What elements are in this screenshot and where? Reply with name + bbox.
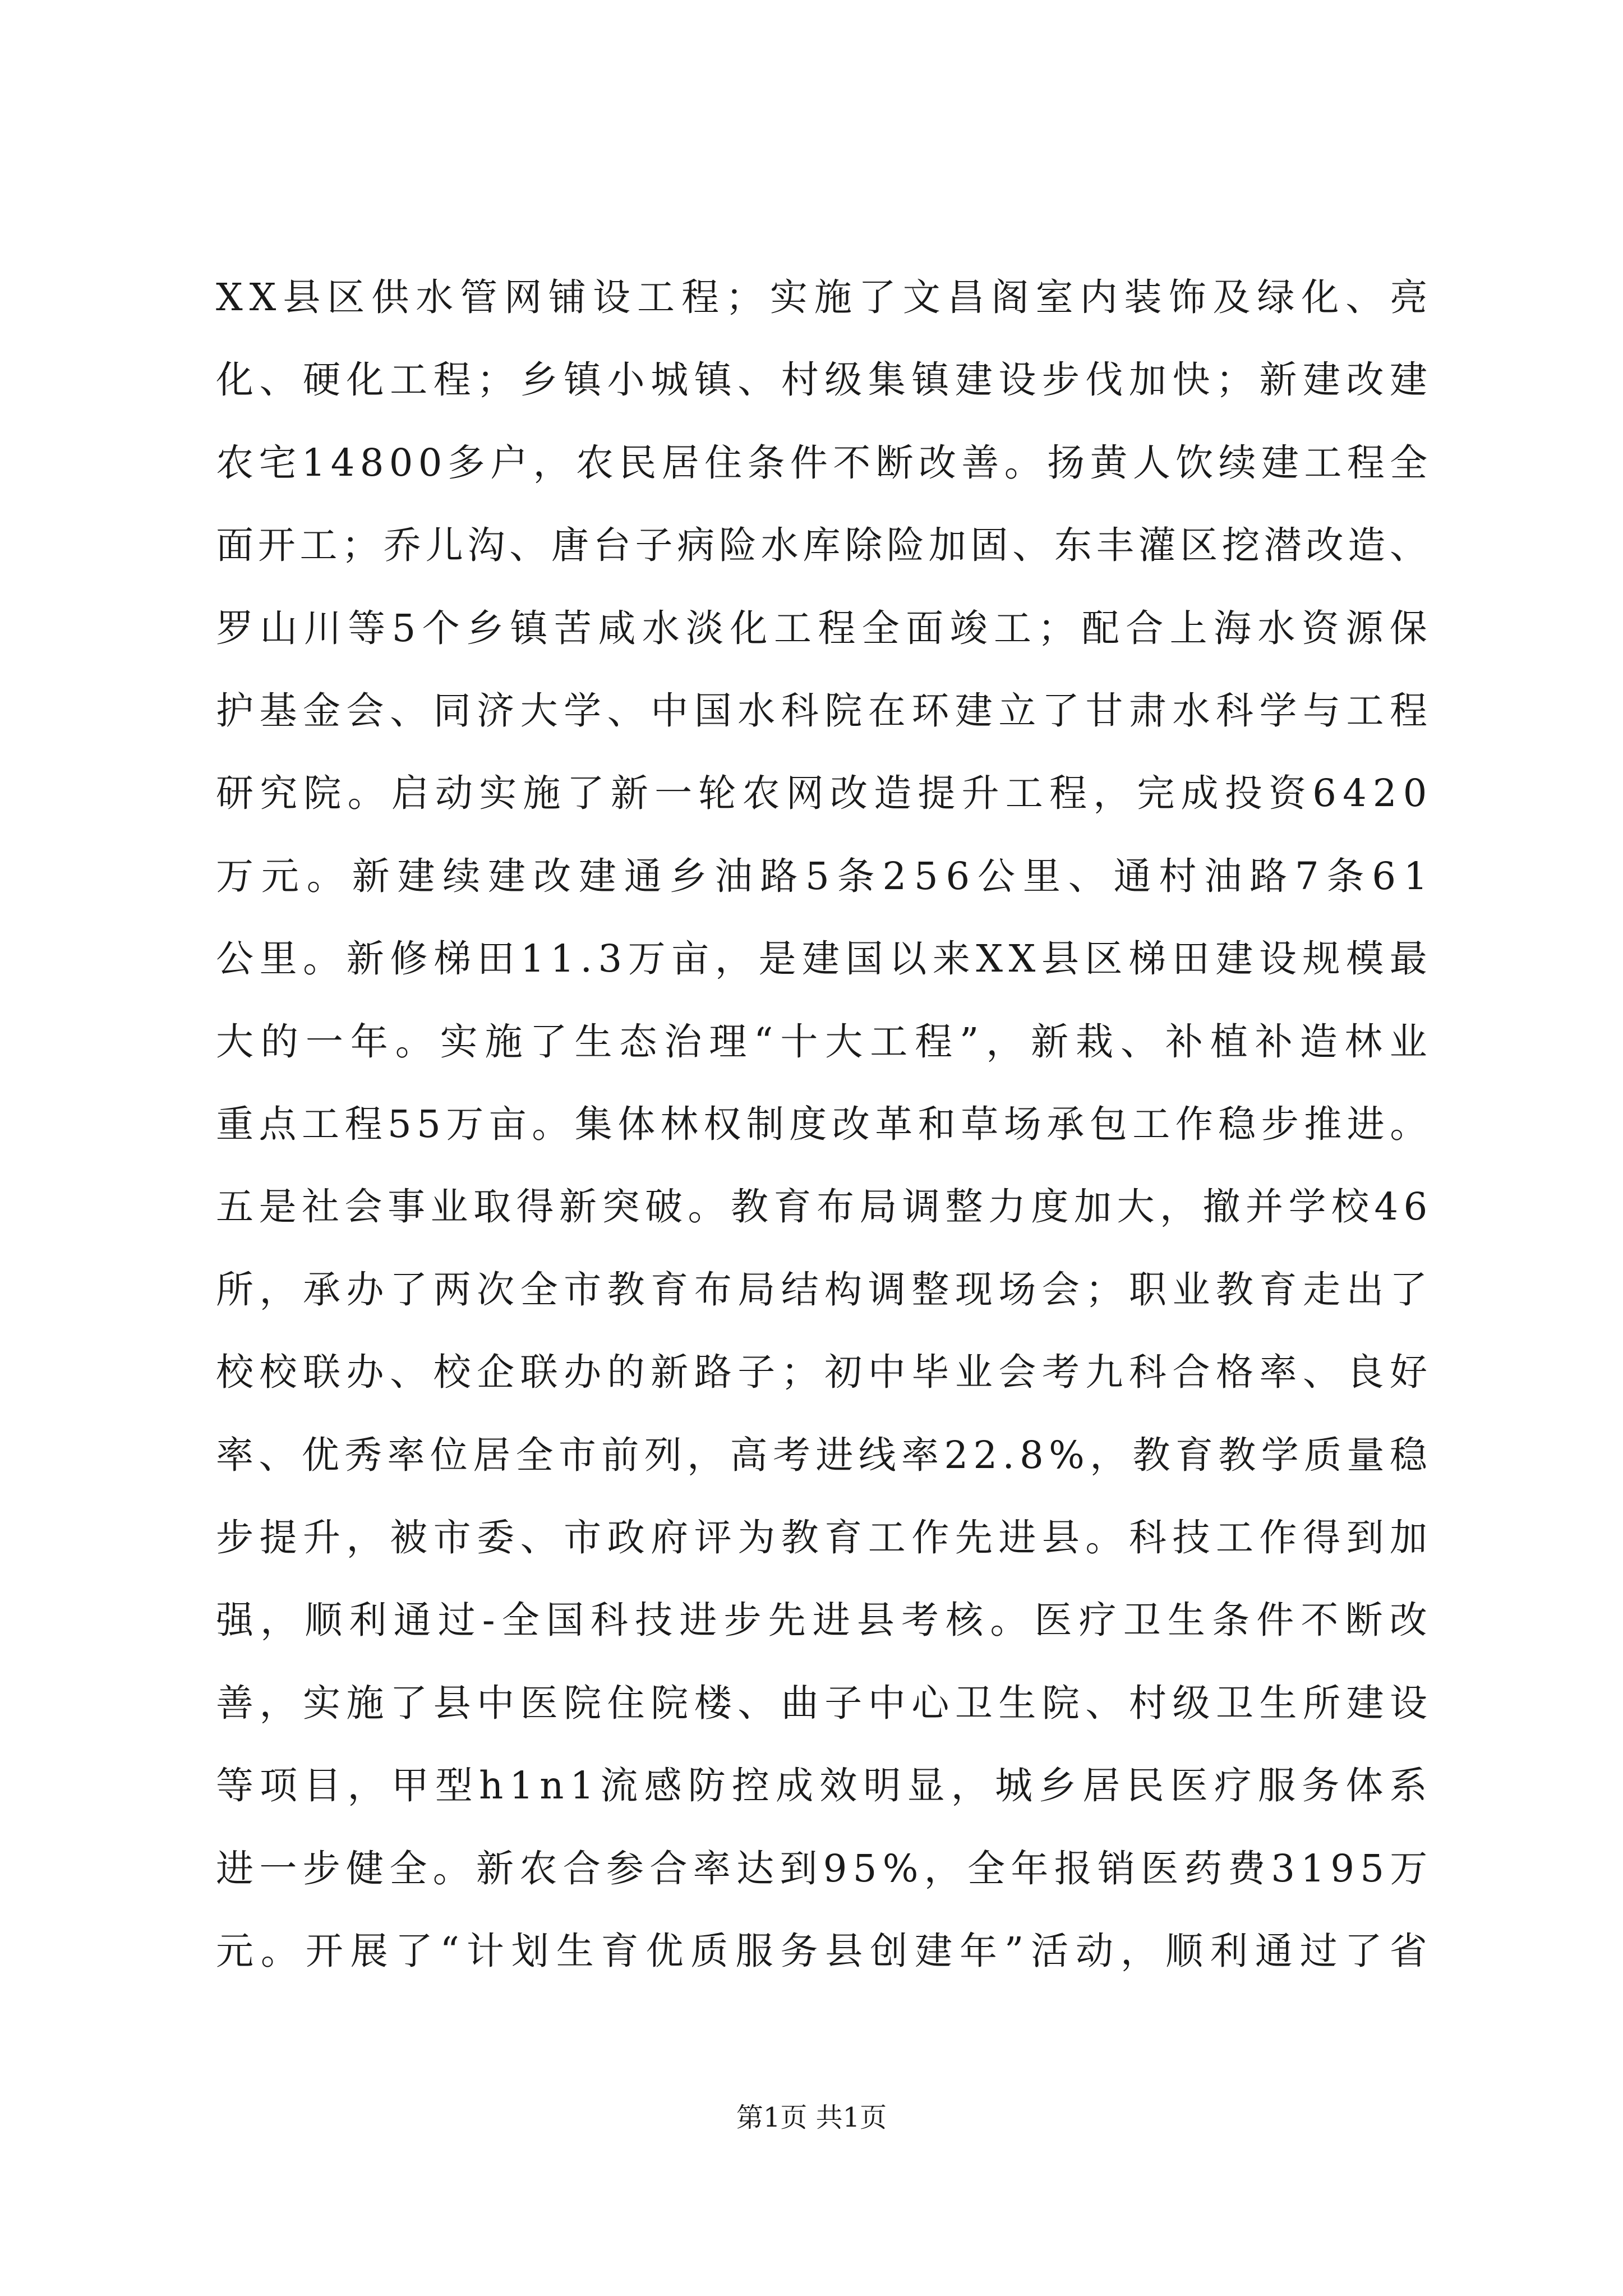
text-line: 所，承办了两次全市教育布局结构调整现场会；职业教育走出了 <box>216 1268 1433 1312</box>
text-line: XX县区供水管网铺设工程；实施了文昌阁室内装饰及绿化、亮 <box>216 275 1435 319</box>
text-line: 农宅14800多户，农民居住条件不断改善。扬黄人饮续建工程全 <box>216 441 1433 485</box>
text-line: 步提升，被市委、市政府评为教育工作先进县。科技工作得到加 <box>216 1516 1433 1559</box>
text-line: 等项目，甲型h1n1流感防控成效明显，城乡居民医疗服务体系 <box>216 1764 1433 1807</box>
text-line: 校校联办、校企联办的新路子；初中毕业会考九科合格率、良好 <box>216 1350 1433 1394</box>
text-line: 进一步健全。新农合参合率达到95%，全年报销医药费3195万 <box>216 1847 1433 1890</box>
text-line: 研究院。启动实施了新一轮农网改造提升工程，完成投资6420 <box>216 771 1433 815</box>
text-line: 大的一年。实施了生态治理“十大工程”，新栽、补植补造林业 <box>216 1020 1435 1064</box>
text-line: 率、优秀率位居全市前列，高考进线率22.8%，教育教学质量稳 <box>216 1433 1433 1477</box>
page-footer: 第1页 共1页 <box>736 2102 887 2133</box>
text-line: 公里。新修梯田11.3万亩，是建国以来XX县区梯田建设规模最 <box>216 937 1433 981</box>
text-line: 强，顺利通过-全国科技进步先进县考核。医疗卫生条件不断改 <box>216 1598 1434 1642</box>
text-line: 万元。新建续建改建通乡油路5条256公里、通村油路7条61 <box>216 854 1436 898</box>
text-line: 善，实施了县中医院住院楼、曲子中心卫生院、村级卫生所建设 <box>216 1681 1433 1725</box>
text-line: 护基金会、同济大学、中国水科院在环建立了甘肃水科学与工程 <box>216 689 1433 733</box>
text-line: 罗山川等5个乡镇苦咸水淡化工程全面竣工；配合上海水资源保 <box>216 606 1434 650</box>
text-line: 元。开展了“计划生育优质服务县创建年”活动，顺利通过了省 <box>216 1929 1435 1973</box>
text-line: 化、硬化工程；乡镇小城镇、村级集镇建设步伐加快；新建改建 <box>216 358 1433 402</box>
text-line: 重点工程55万亩。集体林权制度改革和草场承包工作稳步推进。 <box>216 1102 1433 1146</box>
text-line: 五是社会事业取得新突破。教育布局调整力度加大，撤并学校46 <box>216 1185 1433 1228</box>
text-line: 面开工；乔儿沟、唐台子病险水库除险加固、东丰灌区挖潜改造、 <box>216 523 1432 567</box>
